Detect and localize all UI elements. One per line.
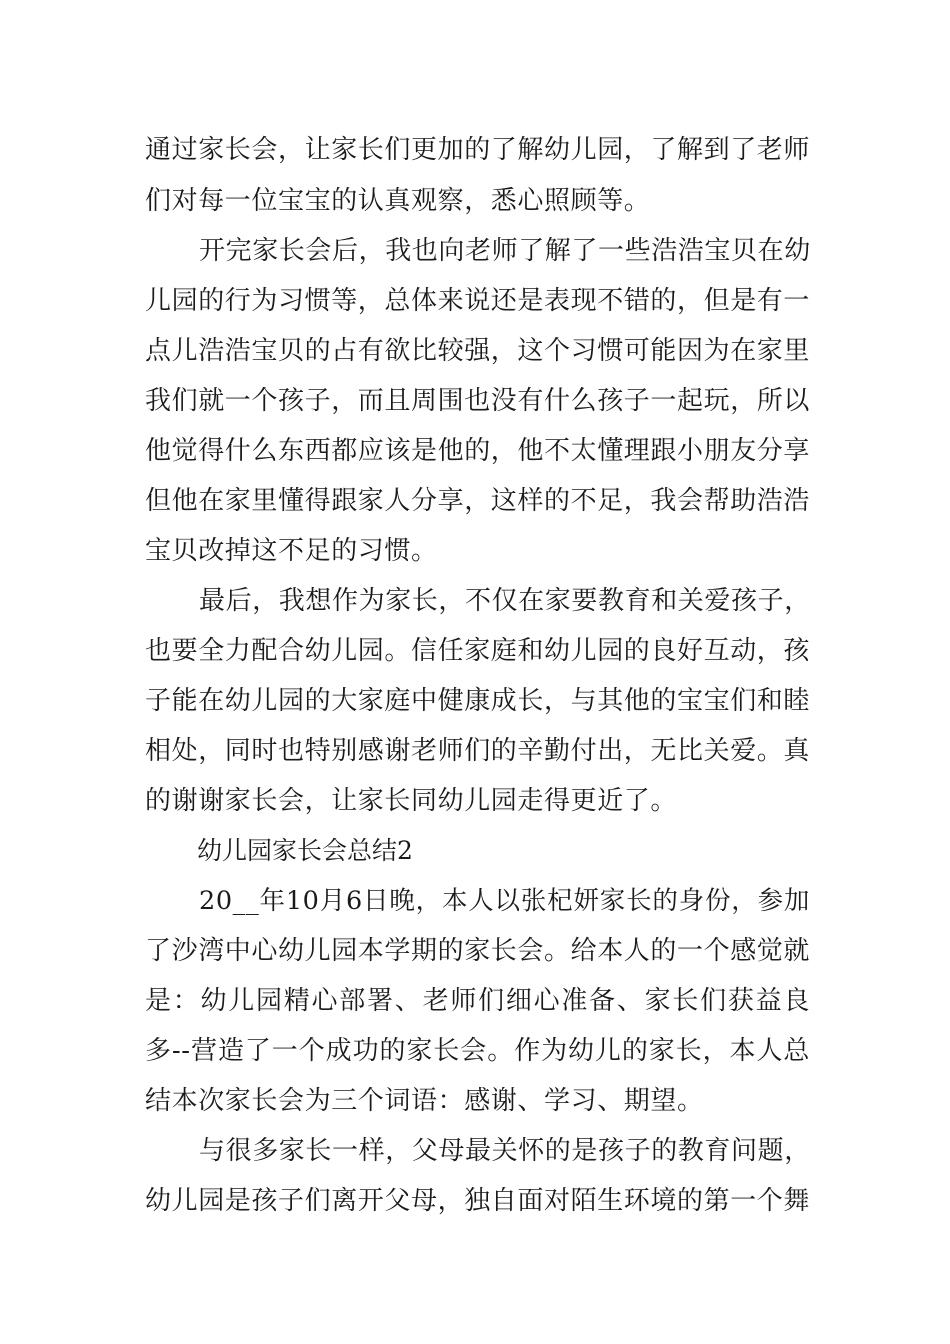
text-line: 幼儿园是孩子们离开父母，独自面对陌生环境的第一个舞	[145, 1186, 811, 1216]
text-line: 开完家长会后，我也向老师了解了一些浩浩宝贝在幼	[199, 236, 811, 266]
text-line: 相处，同时也特别感谢老师们的辛勤付出，无比关爱。真	[145, 736, 811, 766]
text-line: 结本次家长会为三个词语：感谢、学习、期望。	[145, 1086, 704, 1116]
text-line: 的谢谢家长会，让家长同幼儿园走得更近了。	[145, 786, 678, 816]
text-line: 通过家长会，让家长们更加的了解幼儿园，了解到了老师	[145, 135, 811, 165]
text-line: 也要全力配合幼儿园。信任家庭和幼儿园的良好互动，孩	[145, 636, 811, 666]
text-line: 们对每一位宝宝的认真观察，悉心照顾等。	[145, 186, 651, 216]
text-line: 最后，我想作为家长，不仅在家要教育和关爱孩子，	[199, 586, 811, 616]
section-heading: 幼儿园家长会总结2	[197, 836, 413, 865]
text-line: 点儿浩浩宝贝的占有欲比较强，这个习惯可能因为在家里	[145, 336, 811, 366]
text-line: 多--营造了一个成功的家长会。作为幼儿的家长，本人总	[145, 1036, 810, 1066]
text-line: 子能在幼儿园的大家庭中健康成长，与其他的宝宝们和睦	[145, 686, 811, 716]
text-line: 与很多家长一样，父母最关怀的是孩子的教育问题，	[199, 1136, 811, 1166]
text-line: 他觉得什么东西都应该是他的，他不太懂理跟小朋友分享	[145, 436, 811, 466]
text-line: 但他在家里懂得跟家人分享，这样的不足，我会帮助浩浩	[145, 486, 811, 516]
text-line: 儿园的行为习惯等，总体来说还是表现不错的，但是有一	[145, 286, 811, 316]
text-line: 我们就一个孩子，而且周围也没有什么孩子一起玩，所以	[145, 386, 811, 416]
text-line: 是：幼儿园精心部署、老师们细心准备、家长们获益良	[145, 986, 810, 1016]
text-line: 20__年10月6日晚，本人以张杞妍家长的身份，参加	[199, 886, 810, 916]
text-line: 宝贝改掉这不足的习惯。	[145, 536, 438, 566]
text-line: 了沙湾中心幼儿园本学期的家长会。给本人的一个感觉就	[145, 936, 811, 966]
